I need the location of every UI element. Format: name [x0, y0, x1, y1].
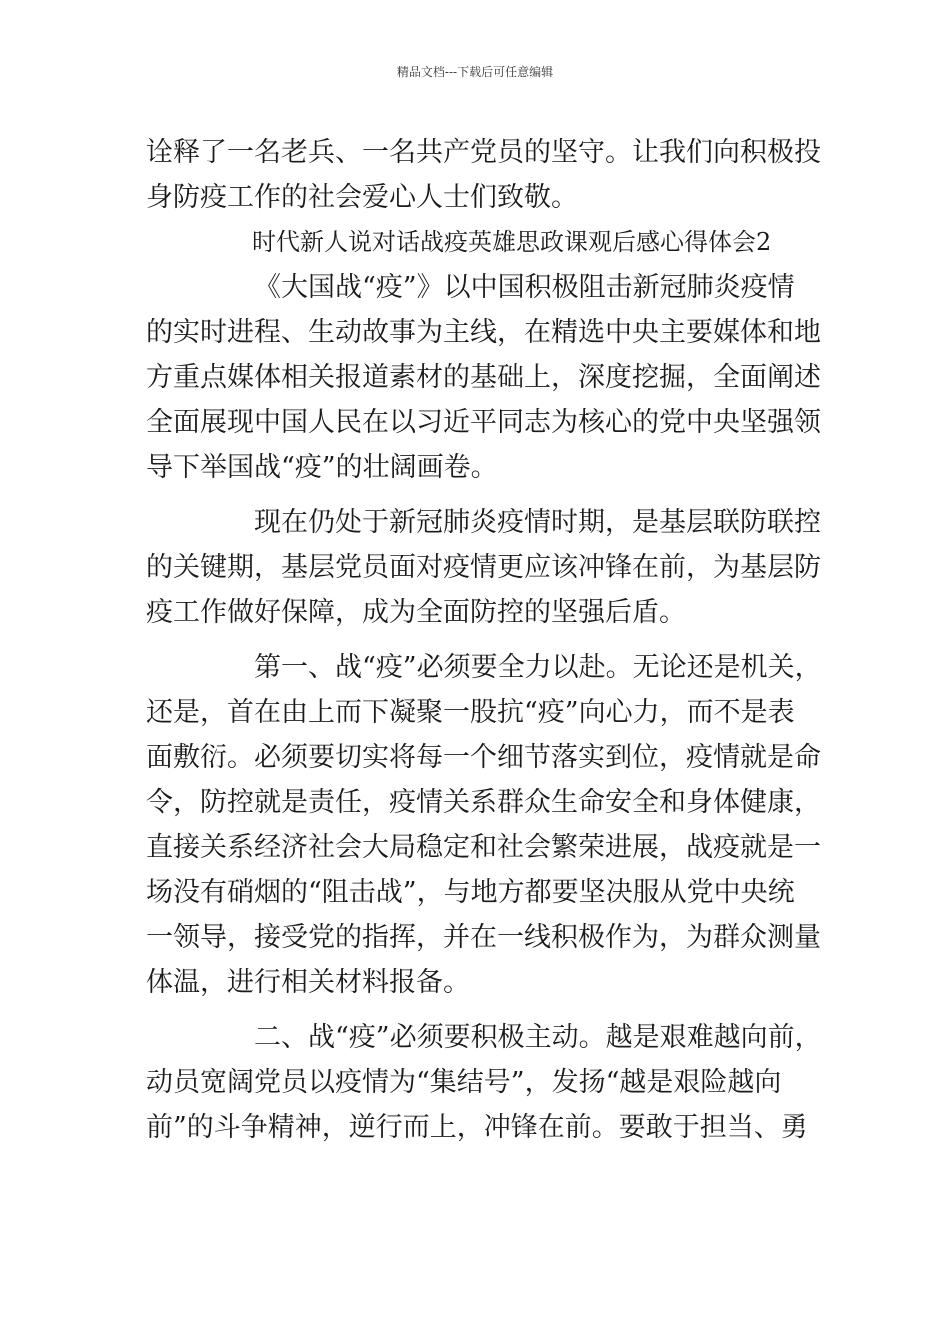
document-body — [146, 130, 826, 1150]
text-line: 导下举国战“疫”的壮阔画卷。 — [146, 452, 498, 483]
text-line: 方重点媒体相关报道素材的基础上，深度挖掘，全面阐述 — [146, 362, 821, 393]
section-title: 时代新人说对话战疫英雄思政课观后感心得体会2 — [252, 228, 772, 256]
text-line: 体温，进行相关材料报备。 — [146, 967, 470, 998]
paragraph-4 — [146, 1015, 826, 1150]
text-line: 诠释了一名老兵、一名共产党员的坚守。让我们向积极投 — [146, 137, 821, 168]
text-line: 《大国战“疫”》以中国积极阻击新冠肺炎疫情 — [254, 272, 795, 303]
paragraph-continued — [146, 130, 826, 220]
text-line: 一领导，接受党的指挥，并在一线积极作为，为群众测量 — [146, 922, 821, 953]
text-line: 动员宽阔党员以疫情为“集结号”，发扬“越是艰险越向 — [146, 1067, 782, 1098]
text-line: 的实时进程、生动故事为主线，在精选中央主要媒体和地 — [146, 317, 821, 348]
text-line: 面敷衍。必须要切实将每一个细节落实到位，疫情就是命 — [146, 742, 821, 773]
text-line: 令，防控就是责任，疫情关系群众生命安全和身体健康， — [146, 787, 821, 818]
text-line: 场没有硝烟的“阻击战”，与地方都要坚决服从党中央统 — [146, 877, 795, 908]
text-line: 前”的斗争精神，逆行而上，冲锋在前。要敢于担当、勇 — [146, 1112, 808, 1143]
text-line: 第一、战“疫”必须要全力以赴。无论还是机关， — [254, 652, 822, 683]
text-line: 直接关系经济社会大局稳定和社会繁荣进展，战疫就是一 — [146, 832, 821, 863]
text-line: 身防疫工作的社会爱心人士们致敬。 — [146, 182, 578, 213]
paragraph-1 — [146, 265, 826, 490]
text-line: 全面展现中国人民在以习近平同志为核心的党中央坚强领 — [146, 407, 821, 438]
text-line: 的关键期，基层党员面对疫情更应该冲锋在前，为基层防 — [146, 552, 821, 583]
paragraph-3 — [146, 645, 826, 1005]
paragraph-2 — [146, 500, 826, 635]
text-line: 现在仍处于新冠肺炎疫情时期，是基层联防联控 — [254, 507, 821, 538]
page-header: 精品文档---下载后可任意编辑 — [396, 65, 554, 79]
text-line: 疫工作做好保障，成为全面防控的坚强后盾。 — [146, 597, 686, 628]
text-line: 还是，首在由上而下凝聚一股抗“疫”向心力，而不是表 — [146, 697, 795, 728]
text-line: 二、战“疫”必须要积极主动。越是艰难越向前， — [254, 1022, 822, 1053]
